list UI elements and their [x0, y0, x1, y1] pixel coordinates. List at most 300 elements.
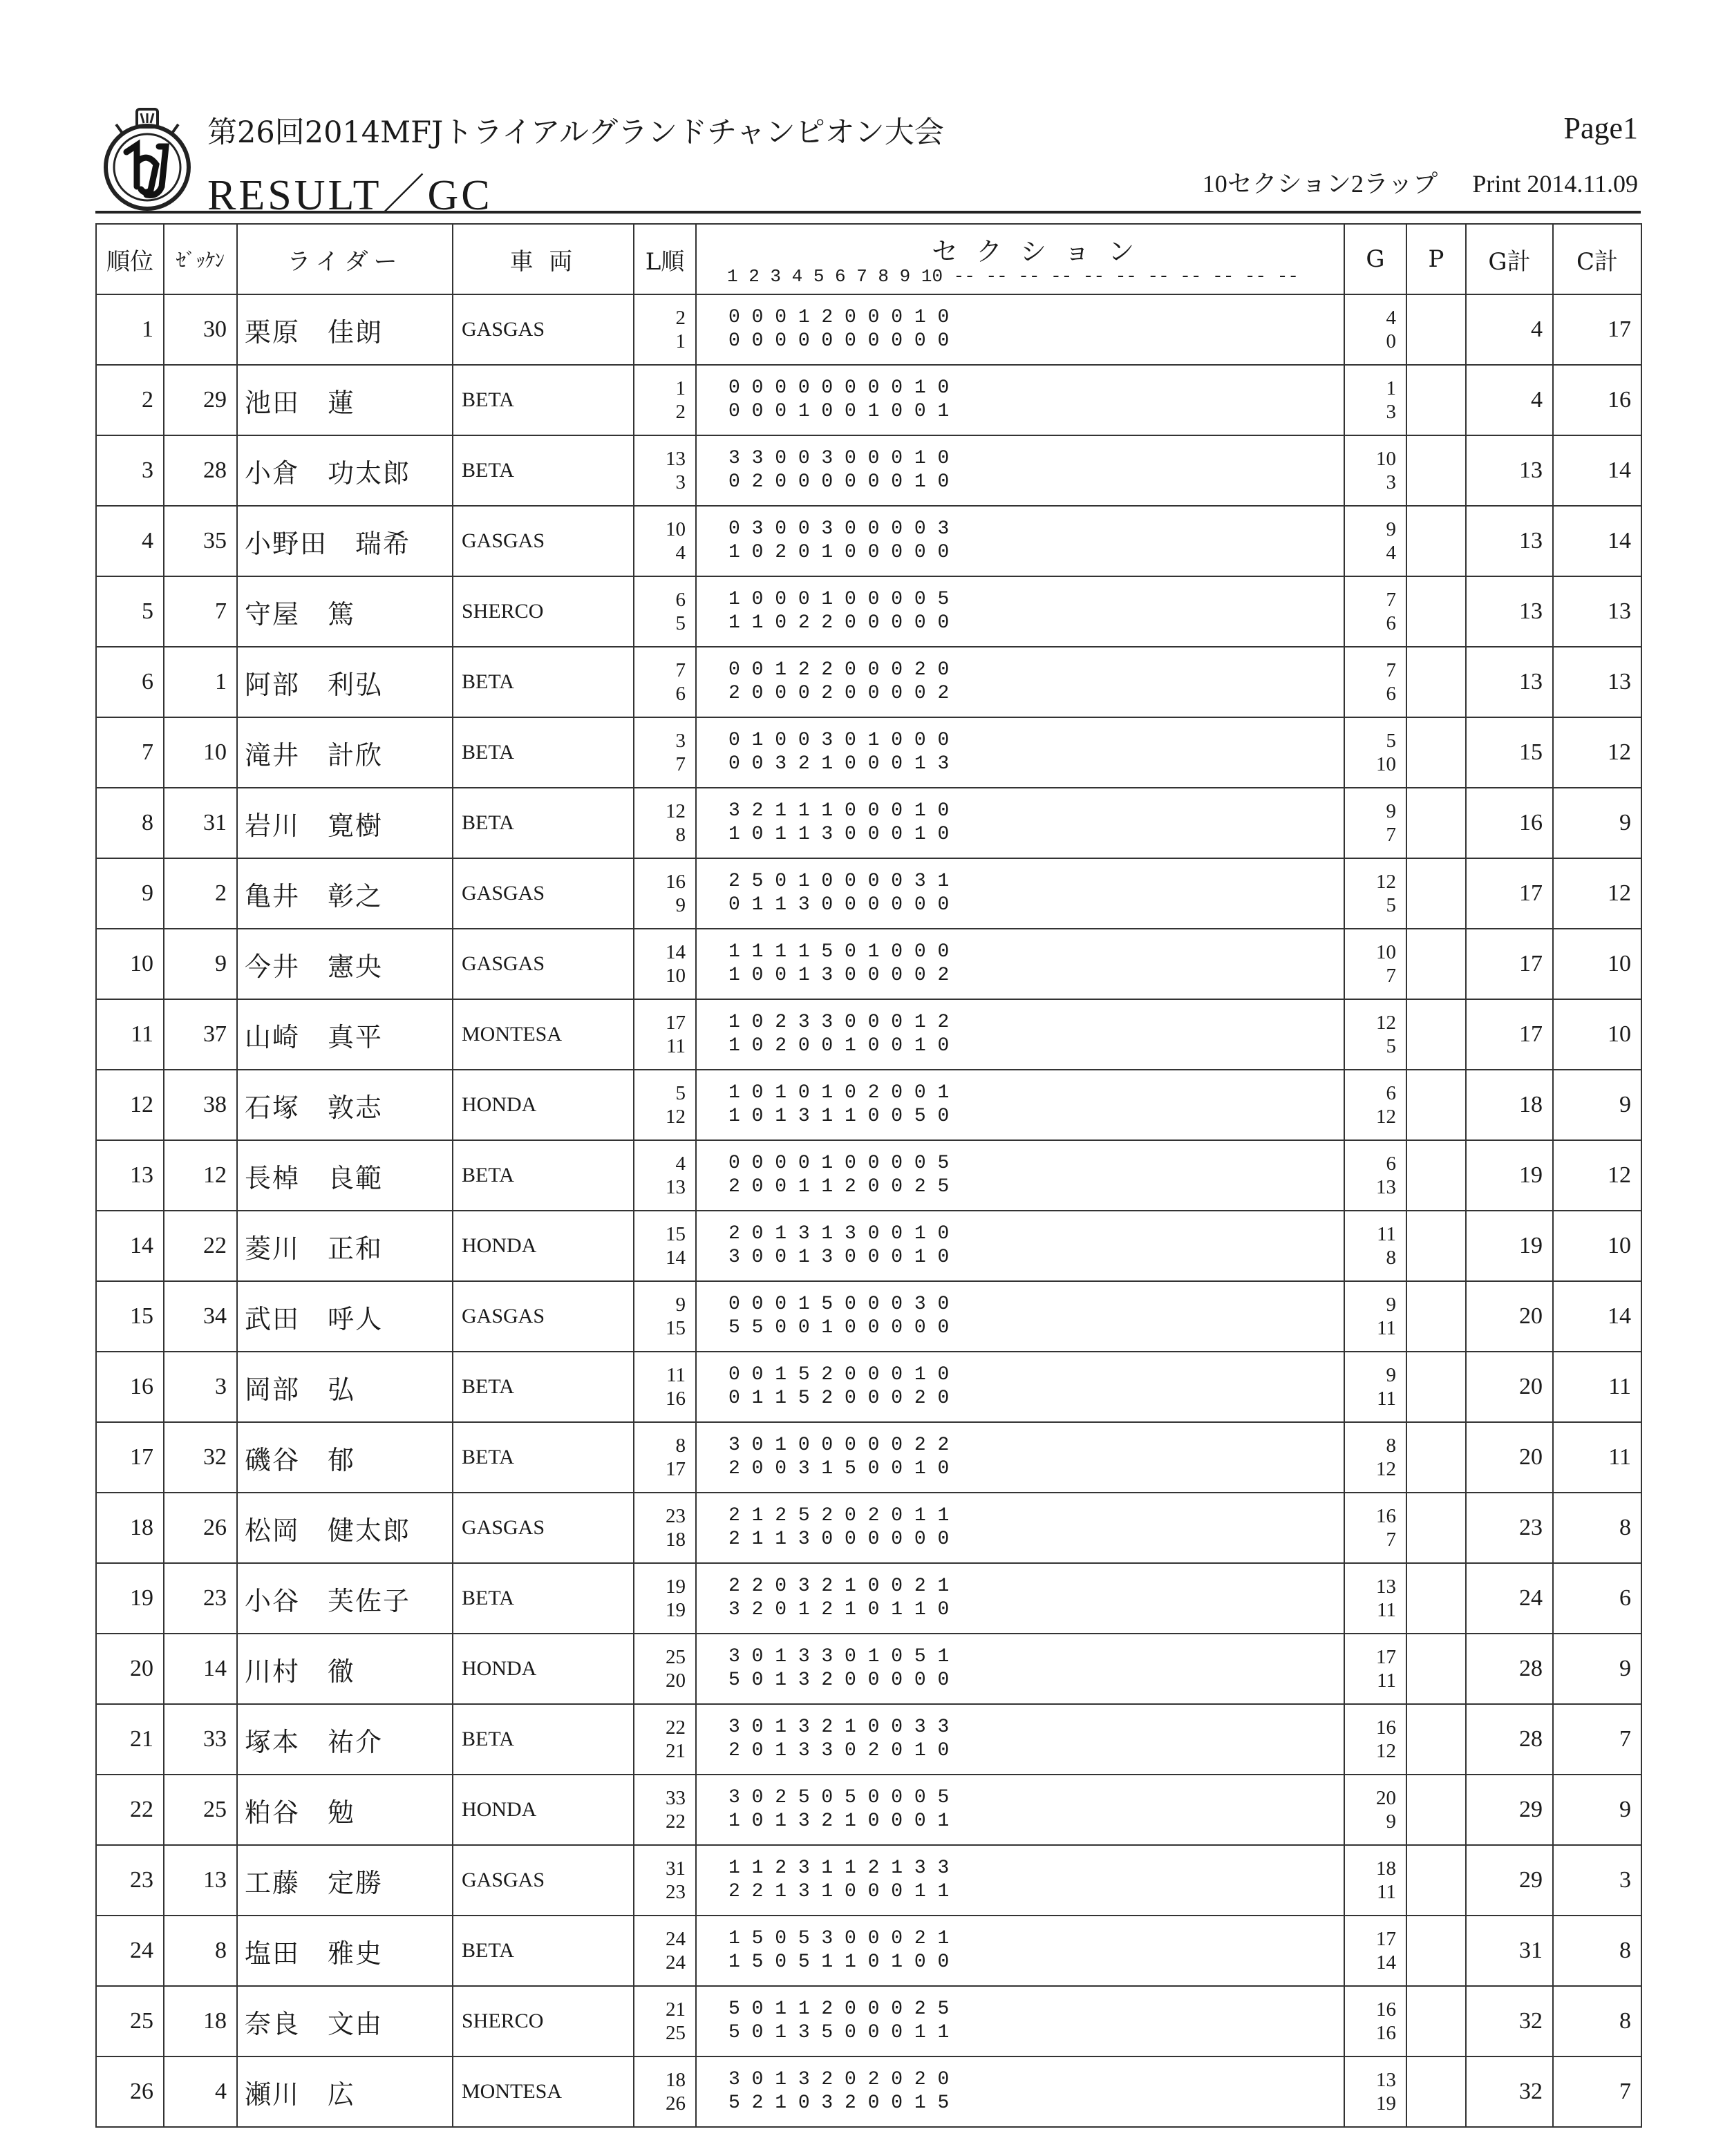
g-total-cell	[1466, 858, 1553, 929]
g-total-cell	[1466, 1775, 1553, 1845]
g-cell	[1344, 1422, 1406, 1493]
rider-name: 川村 徹	[245, 1656, 356, 1687]
rank-cell	[96, 435, 164, 506]
table-row	[96, 858, 1641, 929]
lap2-scores: 2 0 0 3 1 5 0 0 1 0	[728, 1458, 950, 1479]
g-cell	[1344, 788, 1406, 858]
lap1-rank: 9	[675, 1294, 686, 1316]
lap1-g: 4	[1386, 307, 1396, 329]
rank-value: 14	[130, 1233, 153, 1258]
c-total-cell	[1553, 1352, 1641, 1422]
mfj-logo-icon	[95, 104, 199, 214]
print-info	[1168, 164, 1638, 200]
lap1-g: 13	[1376, 2069, 1396, 2091]
lap1-g: 16	[1376, 1998, 1396, 2021]
rider-cell	[237, 929, 453, 999]
lap2-g: 8	[1386, 1247, 1396, 1269]
c-total-value: 8	[1619, 1515, 1631, 1540]
bib-value: 34	[203, 1303, 227, 1329]
g-total-cell	[1466, 1352, 1553, 1422]
section-scores-cell	[696, 1845, 1344, 1916]
p-cell	[1406, 717, 1466, 788]
c-total-value: 10	[1608, 1021, 1631, 1047]
section-scores-cell	[696, 647, 1344, 717]
lap1-g: 5	[1386, 730, 1396, 752]
lap-rank-cell	[634, 365, 696, 435]
bib-value: 7	[215, 598, 227, 624]
c-total-value: 17	[1608, 316, 1631, 342]
c-total-cell	[1553, 1704, 1641, 1775]
bib-cell	[164, 1634, 237, 1704]
section-scores-cell	[696, 1070, 1344, 1140]
lap1-rank: 2	[675, 307, 686, 329]
g-total-value: 17	[1519, 880, 1543, 906]
rank-value: 11	[131, 1021, 153, 1047]
c-total-value: 10	[1608, 1233, 1631, 1258]
bike-value: BETA	[462, 1375, 514, 1398]
lap1-scores: 3 0 1 3 2 0 2 0 2 0	[728, 2069, 950, 2090]
rank-cell	[96, 506, 164, 576]
section-scores-cell	[696, 1634, 1344, 1704]
lap2-rank: 4	[675, 542, 686, 564]
table-row	[96, 1704, 1641, 1775]
rider-cell	[237, 1916, 453, 1986]
lap1-scores: 1 1 1 1 5 0 1 0 0 0	[728, 941, 950, 963]
p-cell	[1406, 1986, 1466, 2056]
section-scores-cell	[696, 999, 1344, 1070]
rank-cell	[96, 365, 164, 435]
lap2-scores: 1 1 0 2 2 0 0 0 0 0	[728, 612, 950, 634]
lap1-rank: 13	[666, 448, 686, 470]
lap2-scores: 1 0 0 1 3 0 0 0 0 2	[728, 965, 950, 986]
table-row	[96, 1775, 1641, 1845]
bib-value: 4	[215, 2079, 227, 2104]
c-total-value: 12	[1608, 739, 1631, 765]
header-divider	[95, 211, 1641, 214]
section-scores-cell	[696, 1140, 1344, 1211]
bib-value: 9	[215, 951, 227, 976]
g-total-value: 4	[1531, 387, 1543, 413]
p-cell	[1406, 647, 1466, 717]
bib-value: 35	[203, 528, 227, 554]
bike-value: GASGAS	[462, 1516, 545, 1539]
rider-name: 工藤 定勝	[245, 1867, 384, 1898]
g-total-value: 20	[1519, 1374, 1543, 1399]
c-total-value: 11	[1608, 1374, 1631, 1399]
p-cell	[1406, 2056, 1466, 2127]
table-row	[96, 576, 1641, 647]
bib-cell	[164, 1070, 237, 1140]
lap-rank-cell	[634, 1070, 696, 1140]
bike-value: BETA	[462, 811, 514, 834]
p-cell	[1406, 1422, 1466, 1493]
lap1-g: 12	[1376, 1012, 1396, 1034]
bike-value: BETA	[462, 459, 514, 482]
lap1-g: 10	[1376, 448, 1396, 470]
c-total-cell	[1553, 1281, 1641, 1352]
lap2-scores: 0 1 1 5 2 0 0 0 2 0	[728, 1388, 950, 1409]
bike-value: GASGAS	[462, 1869, 545, 1891]
lap2-rank: 21	[666, 1740, 686, 1762]
rider-name: 松岡 健太郎	[245, 1515, 411, 1546]
bib-value: 22	[203, 1233, 227, 1258]
lap-rank-cell	[634, 2056, 696, 2127]
g-total-cell	[1466, 647, 1553, 717]
lap1-rank: 16	[666, 871, 686, 893]
g-total-cell	[1466, 1140, 1553, 1211]
lap2-g: 11	[1377, 1670, 1396, 1692]
bib-value: 3	[215, 1374, 227, 1399]
g-total-cell	[1466, 506, 1553, 576]
table-row	[96, 1140, 1641, 1211]
rank-cell	[96, 1352, 164, 1422]
lap1-scores: 0 0 1 2 2 0 0 0 2 0	[728, 659, 950, 681]
rank-value: 18	[130, 1515, 153, 1540]
bike-cell	[453, 1352, 634, 1422]
g-cell	[1344, 294, 1406, 365]
lap1-scores: 3 0 1 0 0 0 0 0 2 2	[728, 1435, 950, 1456]
lap1-rank: 24	[666, 1928, 686, 1950]
rider-name: 岩川 寛樹	[245, 810, 384, 841]
lap1-scores: 3 2 1 1 1 0 0 0 1 0	[728, 800, 950, 822]
lap-rank-cell	[634, 647, 696, 717]
bib-cell	[164, 647, 237, 717]
rank-value: 9	[142, 880, 153, 906]
g-total-value: 17	[1519, 1021, 1543, 1047]
c-total-value: 8	[1619, 2008, 1631, 2034]
lap2-rank: 15	[666, 1317, 686, 1339]
g-total-cell	[1466, 1704, 1553, 1775]
table-row	[96, 1281, 1641, 1352]
col-p: P	[1406, 224, 1466, 294]
g-cell	[1344, 717, 1406, 788]
rider-name: 小野田 瑞希	[245, 528, 411, 559]
col-g-total: G計	[1466, 224, 1553, 294]
lap2-rank: 5	[675, 612, 686, 634]
section-scores-cell	[696, 2056, 1344, 2127]
lap2-rank: 20	[666, 1670, 686, 1692]
lap2-rank: 9	[675, 894, 686, 916]
p-cell	[1406, 1493, 1466, 1563]
rider-cell	[237, 1775, 453, 1845]
rider-cell	[237, 1422, 453, 1493]
c-total-cell	[1553, 929, 1641, 999]
lap2-g: 5	[1386, 1035, 1396, 1057]
bike-value: HONDA	[462, 1657, 537, 1680]
lap1-scores: 1 5 0 5 3 0 0 0 2 1	[728, 1928, 950, 1949]
lap2-rank: 14	[666, 1247, 686, 1269]
c-total-value: 9	[1619, 810, 1631, 835]
c-total-cell	[1553, 2056, 1641, 2127]
p-cell	[1406, 1070, 1466, 1140]
c-total-value: 16	[1608, 387, 1631, 413]
rank-value: 13	[130, 1162, 153, 1188]
lap1-g: 13	[1376, 1576, 1396, 1598]
lap1-g: 1	[1386, 377, 1396, 399]
bike-cell	[453, 1916, 634, 1986]
rider-cell	[237, 1986, 453, 2056]
bike-cell	[453, 1986, 634, 2056]
bib-value: 25	[203, 1797, 227, 1822]
section-scores-cell	[696, 788, 1344, 858]
lap1-g: 16	[1376, 1717, 1396, 1739]
lap-rank-cell	[634, 1422, 696, 1493]
rank-value: 20	[130, 1656, 153, 1681]
rank-value: 16	[130, 1374, 153, 1399]
rank-cell	[96, 858, 164, 929]
lap1-rank: 23	[666, 1505, 686, 1527]
lap1-rank: 33	[666, 1787, 686, 1809]
rank-value: 23	[130, 1867, 153, 1893]
rider-name: 小倉 功太郎	[245, 457, 411, 489]
g-total-cell	[1466, 2056, 1553, 2127]
bike-cell	[453, 2056, 634, 2127]
bike-value: MONTESA	[462, 2080, 563, 2103]
g-total-value: 4	[1531, 316, 1543, 342]
lap1-g: 11	[1377, 1223, 1396, 1245]
c-total-value: 9	[1619, 1656, 1631, 1681]
g-total-value: 18	[1519, 1092, 1543, 1117]
rank-cell	[96, 1140, 164, 1211]
lap1-g: 6	[1386, 1082, 1396, 1104]
rider-name: 奈良 文由	[245, 2008, 384, 2039]
section-scores-cell	[696, 365, 1344, 435]
rider-cell	[237, 1140, 453, 1211]
g-cell	[1344, 1281, 1406, 1352]
bike-cell	[453, 1140, 634, 1211]
bib-cell	[164, 365, 237, 435]
rank-value: 25	[130, 2008, 153, 2034]
g-total-cell	[1466, 1916, 1553, 1986]
rider-cell	[237, 788, 453, 858]
lap2-g: 12	[1376, 1106, 1396, 1128]
g-total-cell	[1466, 1070, 1553, 1140]
lap-rank-cell	[634, 1916, 696, 1986]
c-total-value: 8	[1619, 1938, 1631, 1963]
bike-cell	[453, 1422, 634, 1493]
c-total-cell	[1553, 365, 1641, 435]
bike-value: BETA	[462, 1446, 514, 1468]
c-total-cell	[1553, 788, 1641, 858]
rank-value: 19	[130, 1585, 153, 1611]
rider-name: 岡部 弘	[245, 1374, 356, 1405]
c-total-cell	[1553, 717, 1641, 788]
bib-cell	[164, 576, 237, 647]
g-total-value: 17	[1519, 951, 1543, 976]
g-cell	[1344, 1845, 1406, 1916]
c-total-value: 9	[1619, 1797, 1631, 1822]
section-scores-cell	[696, 506, 1344, 576]
lap2-scores: 5 0 1 3 5 0 0 0 1 1	[728, 2022, 950, 2043]
bike-cell	[453, 506, 634, 576]
g-cell	[1344, 1070, 1406, 1140]
rider-name: 塚本 祐介	[245, 1726, 384, 1757]
g-total-value: 13	[1519, 598, 1543, 624]
g-total-value: 24	[1519, 1585, 1543, 1611]
rider-cell	[237, 435, 453, 506]
table-row	[96, 1493, 1641, 1563]
table-row	[96, 506, 1641, 576]
lap2-rank: 1	[675, 330, 686, 352]
lap2-g: 16	[1376, 2022, 1396, 2044]
c-total-cell	[1553, 858, 1641, 929]
c-total-value: 14	[1608, 1303, 1631, 1329]
lap-rank-cell	[634, 1704, 696, 1775]
table-row	[96, 1422, 1641, 1493]
p-cell	[1406, 506, 1466, 576]
bike-value: BETA	[462, 1939, 514, 1962]
lap2-rank: 11	[666, 1035, 686, 1057]
table-row	[96, 1916, 1641, 1986]
g-total-value: 13	[1519, 669, 1543, 694]
bib-value: 23	[203, 1585, 227, 1611]
c-total-cell	[1553, 999, 1641, 1070]
rider-name: 守屋 篤	[245, 598, 356, 630]
c-total-value: 3	[1619, 1867, 1631, 1893]
rank-cell	[96, 1704, 164, 1775]
bike-cell	[453, 999, 634, 1070]
g-cell	[1344, 1352, 1406, 1422]
g-cell	[1344, 365, 1406, 435]
table-row	[96, 2056, 1641, 2127]
c-total-cell	[1553, 1916, 1641, 1986]
rank-value: 10	[130, 951, 153, 976]
section-scores-cell	[696, 576, 1344, 647]
lap2-rank: 23	[666, 1881, 686, 1903]
lap1-scores: 1 0 0 0 1 0 0 0 0 5	[728, 589, 950, 610]
bike-value: HONDA	[462, 1093, 537, 1116]
bib-value: 26	[203, 1515, 227, 1540]
lap1-scores: 5 0 1 1 2 0 0 0 2 5	[728, 1998, 950, 2020]
rank-cell	[96, 929, 164, 999]
bike-value: HONDA	[462, 1234, 537, 1257]
col-c-total: C計	[1553, 224, 1641, 294]
bib-value: 31	[203, 810, 227, 835]
bike-value: BETA	[462, 1728, 514, 1750]
g-cell	[1344, 1704, 1406, 1775]
lap-rank-cell	[634, 1563, 696, 1634]
bib-cell	[164, 788, 237, 858]
lap2-scores: 2 0 0 1 1 2 0 0 2 5	[728, 1176, 950, 1198]
lap2-rank: 7	[675, 753, 686, 775]
g-total-cell	[1466, 1281, 1553, 1352]
bike-value: BETA	[462, 388, 514, 411]
bike-value: HONDA	[462, 1798, 537, 1821]
lap2-scores: 5 5 0 0 1 0 0 0 0 0	[728, 1317, 950, 1339]
g-total-cell	[1466, 294, 1553, 365]
g-cell	[1344, 1563, 1406, 1634]
rider-cell	[237, 506, 453, 576]
lap2-g: 10	[1376, 753, 1396, 775]
rider-cell	[237, 999, 453, 1070]
p-cell	[1406, 1704, 1466, 1775]
lap2-g: 6	[1386, 683, 1396, 705]
p-cell	[1406, 365, 1466, 435]
table-row	[96, 788, 1641, 858]
p-cell	[1406, 929, 1466, 999]
bike-value: GASGAS	[462, 318, 545, 341]
lap2-g: 4	[1386, 542, 1396, 564]
lap2-g: 7	[1386, 1529, 1396, 1551]
lap1-rank: 14	[666, 941, 686, 963]
lap1-scores: 1 0 1 0 1 0 2 0 0 1	[728, 1082, 950, 1104]
lap1-scores: 3 0 1 3 2 1 0 0 3 3	[728, 1717, 950, 1738]
bib-value: 28	[203, 457, 227, 483]
p-cell	[1406, 1211, 1466, 1281]
bike-cell	[453, 1563, 634, 1634]
bib-cell	[164, 999, 237, 1070]
page-title: 第26回2014MFJトライアルグランドチャンピオン大会	[207, 115, 944, 150]
rider-cell	[237, 1070, 453, 1140]
c-total-value: 11	[1608, 1444, 1631, 1470]
rank-value: 5	[142, 598, 153, 624]
lap1-g: 7	[1386, 659, 1396, 681]
lap2-scores: 1 0 1 1 3 0 0 0 1 0	[728, 824, 950, 845]
bib-value: 12	[203, 1162, 227, 1188]
lap1-scores: 3 0 2 5 0 5 0 0 0 5	[728, 1787, 950, 1808]
bike-value: BETA	[462, 670, 514, 693]
bib-value: 14	[203, 1656, 227, 1681]
lap2-scores: 0 0 3 2 1 0 0 0 1 3	[728, 753, 950, 775]
lap1-rank: 10	[666, 518, 686, 540]
rank-cell	[96, 1634, 164, 1704]
bib-cell	[164, 435, 237, 506]
table-row	[96, 1986, 1641, 2056]
lap1-g: 9	[1386, 1294, 1396, 1316]
lap2-rank: 24	[666, 1951, 686, 1974]
print-date: Print 2014.11.09	[1472, 170, 1638, 198]
c-total-cell	[1553, 1493, 1641, 1563]
c-total-cell	[1553, 1211, 1641, 1281]
g-total-cell	[1466, 1493, 1553, 1563]
lap2-scores: 0 0 0 0 0 0 0 0 0 0	[728, 330, 950, 352]
c-total-value: 7	[1619, 1726, 1631, 1752]
rank-value: 8	[142, 810, 153, 835]
lap2-scores: 1 0 2 0 0 1 0 0 1 0	[728, 1035, 950, 1057]
c-total-value: 7	[1619, 2079, 1631, 2104]
rider-name: 池田 蓮	[245, 387, 356, 418]
lap2-scores: 1 5 0 5 1 1 0 1 0 0	[728, 1951, 950, 1973]
rank-cell	[96, 294, 164, 365]
lap-rank-cell	[634, 294, 696, 365]
lap2-g: 3	[1386, 401, 1396, 423]
bike-value: SHERCO	[462, 2010, 544, 2032]
section-scores-cell	[696, 435, 1344, 506]
p-cell	[1406, 1775, 1466, 1845]
lap2-rank: 25	[666, 2022, 686, 2044]
col-rider: ライダー	[237, 224, 453, 294]
rider-cell	[237, 1845, 453, 1916]
lap2-g: 19	[1376, 2092, 1396, 2115]
col-rank: 順位	[96, 224, 164, 294]
rider-name: 石塚 敦志	[245, 1092, 384, 1123]
lap2-scores: 5 2 1 0 3 2 0 0 1 5	[728, 2092, 950, 2114]
bike-value: SHERCO	[462, 600, 544, 623]
bib-cell	[164, 1704, 237, 1775]
rank-cell	[96, 1986, 164, 2056]
p-cell	[1406, 1845, 1466, 1916]
table-row	[96, 1070, 1641, 1140]
rank-value: 7	[142, 739, 153, 765]
bib-cell	[164, 1563, 237, 1634]
lap1-rank: 25	[666, 1646, 686, 1668]
lap-rank-cell	[634, 1352, 696, 1422]
lap1-g: 8	[1386, 1435, 1396, 1457]
g-cell	[1344, 858, 1406, 929]
bike-cell	[453, 1634, 634, 1704]
g-total-value: 15	[1519, 739, 1543, 765]
lap1-g: 9	[1386, 518, 1396, 540]
